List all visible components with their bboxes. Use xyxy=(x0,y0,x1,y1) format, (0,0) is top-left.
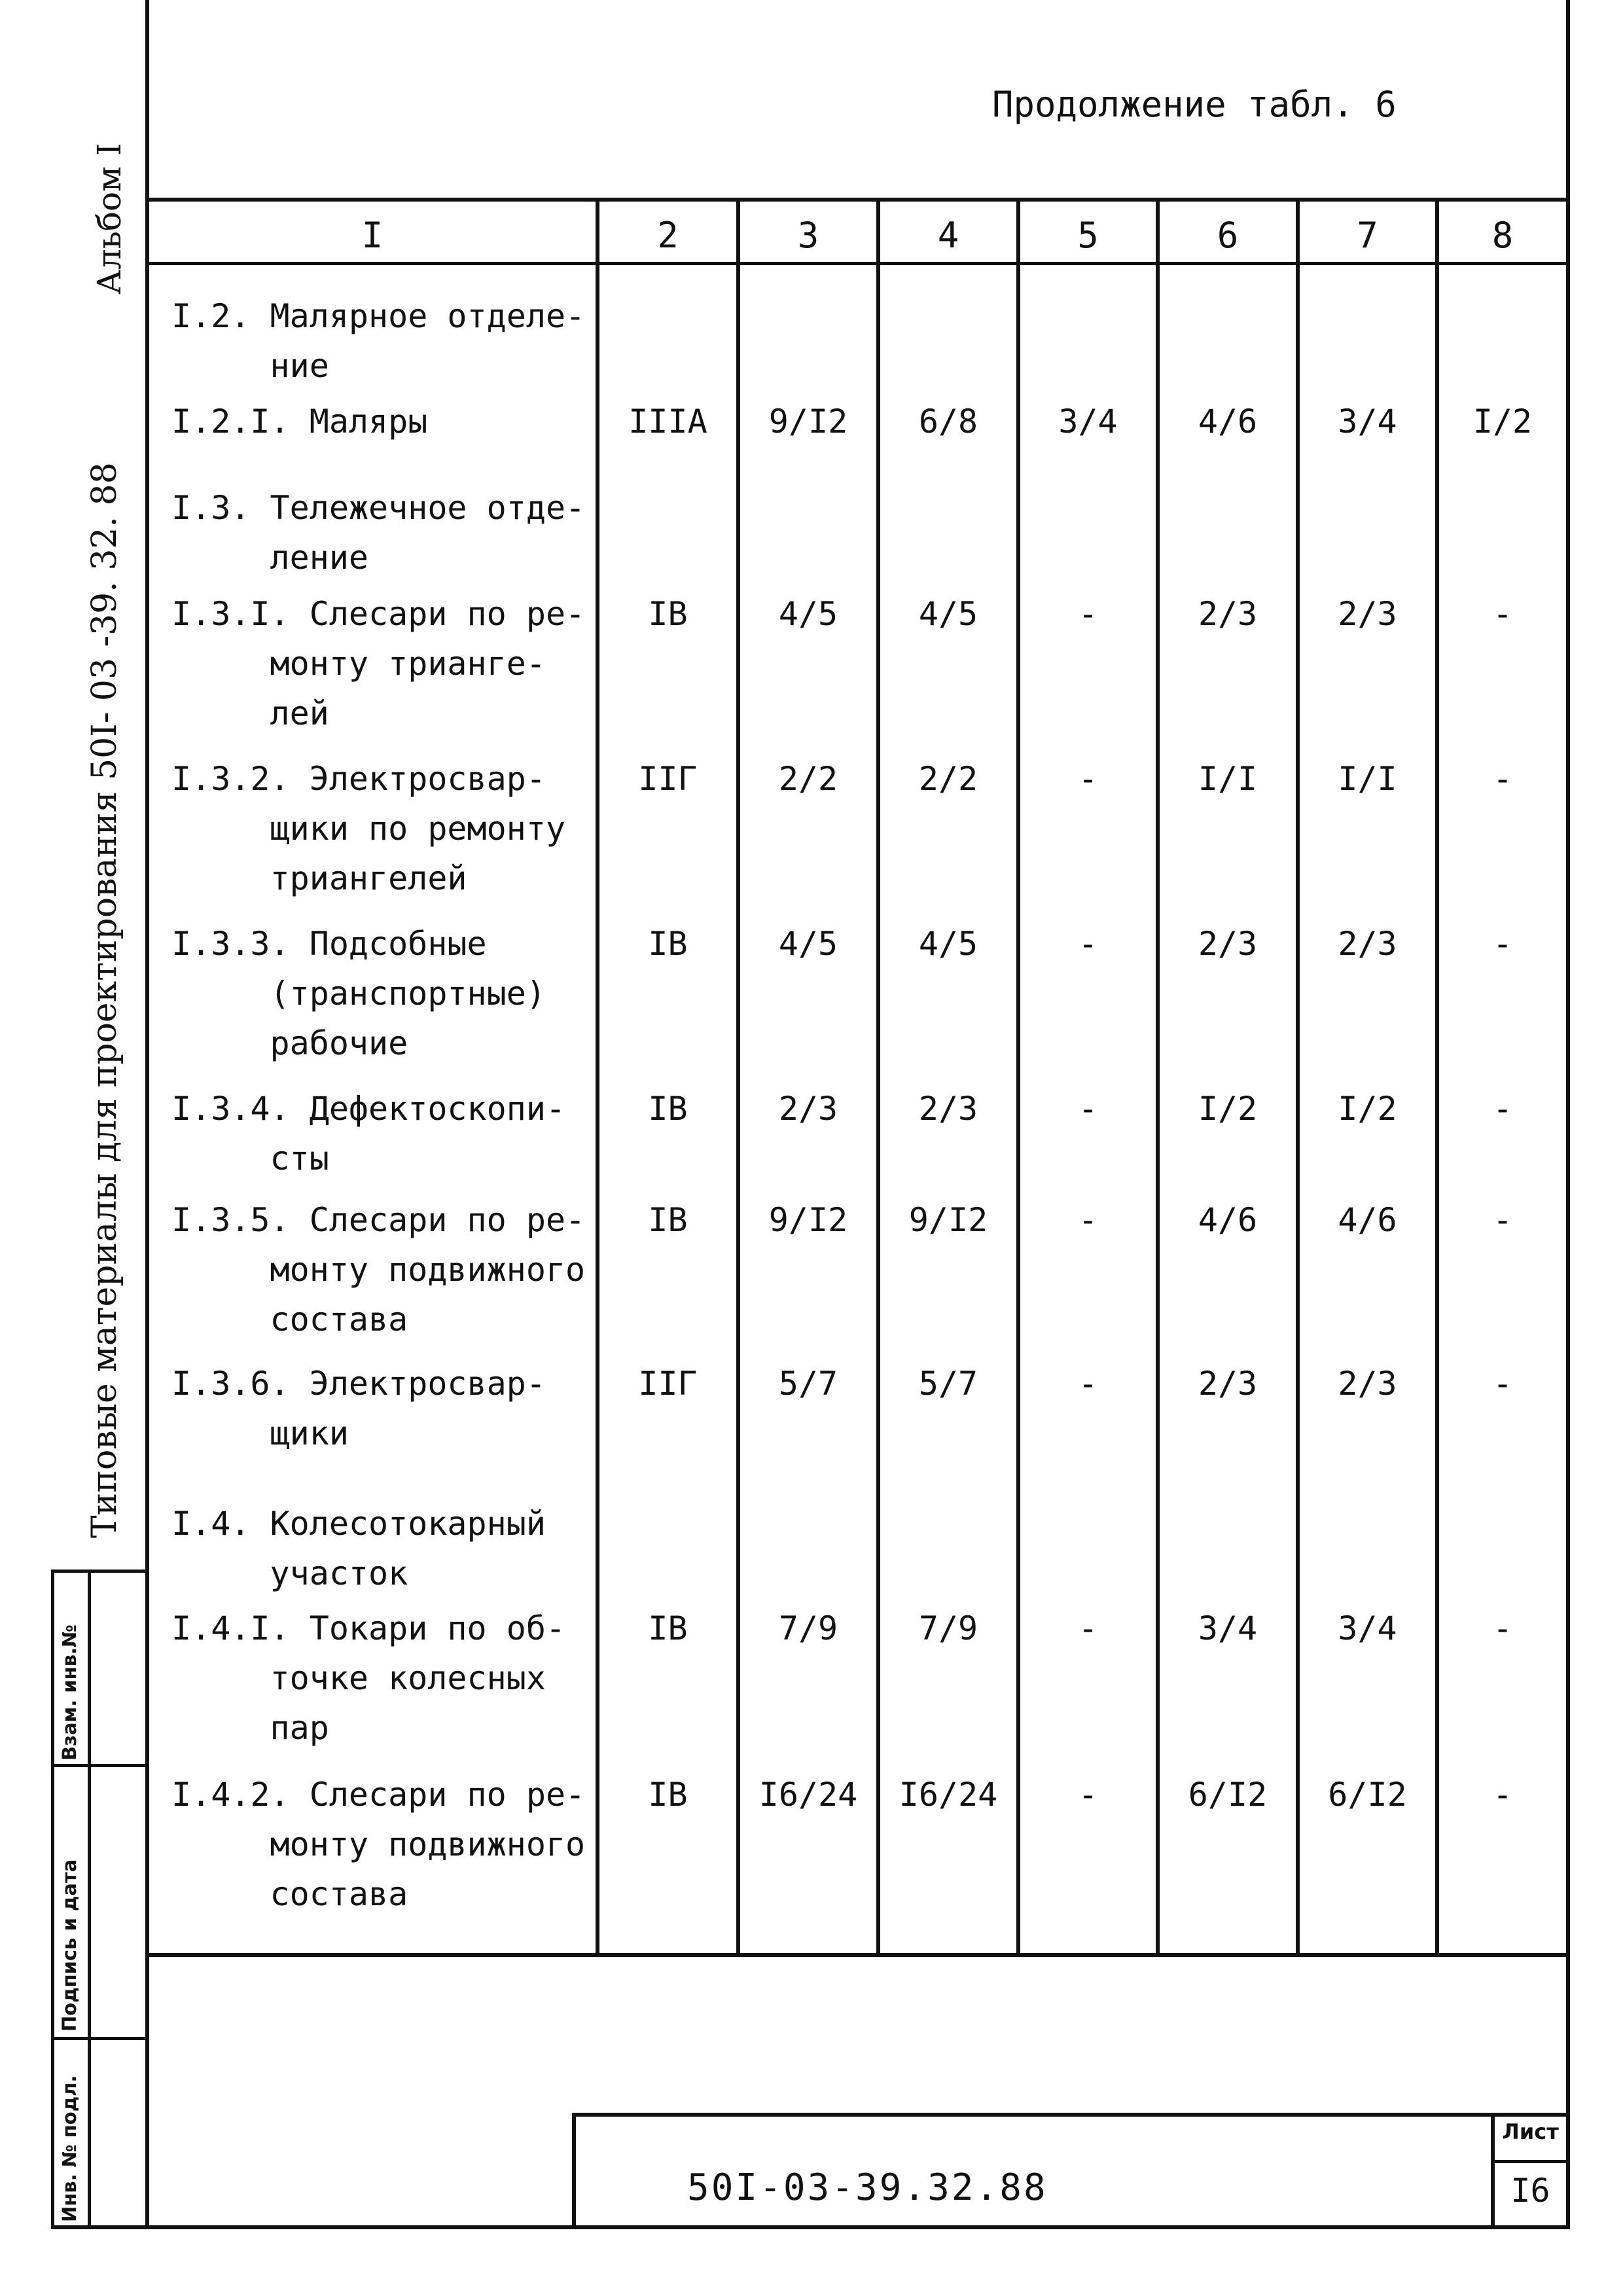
row-name-line: монту триангe- xyxy=(171,645,546,683)
cell-group: IIIA xyxy=(628,403,707,440)
frame-bottom xyxy=(51,2225,1570,2229)
sheet-label: Лист xyxy=(1502,2119,1559,2144)
row-name-line: I.3.I. Слесари по ре- xyxy=(171,595,586,633)
cell-norm-5: - xyxy=(1078,1365,1098,1403)
cell-norm-5: - xyxy=(1078,595,1098,633)
cell-norm-8: - xyxy=(1492,595,1513,633)
cell-norm-7: 3/4 xyxy=(1338,1609,1397,1647)
col-line xyxy=(1435,198,1439,1957)
row-name-line: щики по ремонту xyxy=(171,810,566,848)
stamp-original-inv: Инв. № подл. xyxy=(58,2075,80,2222)
col-line xyxy=(736,198,740,1957)
sheet-box-sep xyxy=(1491,2160,1570,2163)
cell-norm-8: - xyxy=(1492,925,1513,963)
col-line xyxy=(596,198,599,1957)
cell-norm-7: 6/I2 xyxy=(1328,1776,1407,1814)
cell-group: IIГ xyxy=(638,760,698,798)
col-header-3: 3 xyxy=(797,215,819,256)
cell-group: IIГ xyxy=(638,1365,698,1403)
cell-norm-4: I6/24 xyxy=(899,1776,998,1814)
row-name-line: I.2.I. Маляры xyxy=(171,403,428,440)
cell-norm-4: 2/3 xyxy=(918,1090,978,1128)
col-line xyxy=(1156,198,1160,1957)
cell-norm-8: - xyxy=(1492,1776,1513,1814)
col-header-5: 5 xyxy=(1077,215,1099,256)
table-bottom-line xyxy=(145,1953,1570,1957)
cell-norm-3: 7/9 xyxy=(778,1609,838,1647)
row-name-line: I.3.3. Подсобные xyxy=(171,925,487,963)
cell-norm-6: 2/3 xyxy=(1198,1365,1258,1403)
cell-norm-4: 4/5 xyxy=(918,595,978,633)
row-name-line: ние xyxy=(171,347,329,385)
cell-norm-3: 5/7 xyxy=(778,1365,838,1403)
stamp-sep xyxy=(51,2037,149,2040)
cell-norm-3: 9/I2 xyxy=(768,403,848,440)
cell-norm-7: I/I xyxy=(1338,760,1397,798)
row-name-line: I.3.5. Слесари по ре- xyxy=(171,1201,586,1239)
sheet-number: I6 xyxy=(1510,2172,1550,2210)
cell-norm-7: I/2 xyxy=(1338,1090,1397,1128)
row-name-line: рабочие xyxy=(171,1024,408,1062)
col-header-2: 2 xyxy=(657,215,679,256)
cell-norm-4: 6/8 xyxy=(918,403,978,440)
col-header-1: I xyxy=(361,215,383,256)
col-header-4: 4 xyxy=(937,215,959,256)
col-line xyxy=(876,198,880,1957)
cell-group: IB xyxy=(648,925,688,963)
row-name-line: монту подвижного xyxy=(171,1825,586,1863)
cell-norm-7: 2/3 xyxy=(1338,1365,1397,1403)
stamp-col-mid xyxy=(88,1570,91,2229)
cell-norm-5: - xyxy=(1078,1201,1098,1239)
cell-norm-6: 4/6 xyxy=(1198,403,1258,440)
cell-norm-5: - xyxy=(1078,925,1098,963)
cell-norm-3: I6/24 xyxy=(758,1776,858,1814)
col-header-7: 7 xyxy=(1357,215,1378,256)
row-name-line: (транспортные) xyxy=(171,975,546,1013)
header-bottom-line xyxy=(145,262,1570,265)
row-name-line: I.3. Тележечное отде- xyxy=(171,489,586,527)
row-name-line: триангелей xyxy=(171,859,467,897)
cell-norm-6: 3/4 xyxy=(1198,1609,1258,1647)
cell-group: IB xyxy=(648,1609,688,1647)
table-caption: Продолжение табл. 6 xyxy=(992,84,1397,125)
cell-norm-4: 4/5 xyxy=(918,925,978,963)
cell-norm-7: 3/4 xyxy=(1338,403,1397,440)
cell-norm-3: 2/3 xyxy=(778,1090,838,1128)
frame-left xyxy=(145,0,149,2229)
cell-norm-7: 2/3 xyxy=(1338,595,1397,633)
titleblock-left xyxy=(572,2113,576,2229)
cell-norm-7: 4/6 xyxy=(1338,1201,1397,1239)
row-name-line: I.4.I. Токари по об- xyxy=(171,1609,566,1647)
cell-norm-5: - xyxy=(1078,1609,1098,1647)
cell-norm-6: I/I xyxy=(1198,760,1258,798)
row-name-line: точке колесных xyxy=(171,1659,546,1697)
frame-right xyxy=(1566,0,1570,2229)
row-name-line: I.2. Малярное отделе- xyxy=(171,297,586,335)
cell-norm-6: 2/3 xyxy=(1198,925,1258,963)
row-name-line: состава xyxy=(171,1300,408,1338)
series-title: Типовые материалы для проектирования 50I- 03 -39. 32. 88 xyxy=(85,462,124,1538)
stamp-sep xyxy=(51,1764,149,1767)
cell-norm-5: - xyxy=(1078,1090,1098,1128)
table-top-line xyxy=(145,198,1570,202)
cell-norm-8: - xyxy=(1492,760,1513,798)
row-name-line: лей xyxy=(171,694,329,732)
cell-norm-8: - xyxy=(1492,1609,1513,1647)
titleblock-top xyxy=(572,2113,1570,2117)
row-name-line: щики xyxy=(171,1414,349,1452)
row-name-line: I.4. Колесотокарный xyxy=(171,1505,546,1543)
cell-norm-4: 2/2 xyxy=(918,760,978,798)
cell-norm-8: - xyxy=(1492,1365,1513,1403)
cell-norm-8: - xyxy=(1492,1201,1513,1239)
cell-norm-5: - xyxy=(1078,1776,1098,1814)
cell-norm-8: I/2 xyxy=(1472,403,1533,440)
col-line xyxy=(1296,198,1300,1957)
cell-group: IB xyxy=(648,1201,688,1239)
cell-norm-3: 4/5 xyxy=(778,595,838,633)
stamp-col-left xyxy=(51,1570,54,2229)
row-name-line: I.3.4. Дефектоскопи- xyxy=(171,1090,566,1128)
stamp-top xyxy=(51,1570,149,1573)
row-name-line: пар xyxy=(171,1709,329,1747)
cell-norm-5: 3/4 xyxy=(1058,403,1118,440)
cell-norm-6: 2/3 xyxy=(1198,595,1258,633)
row-name-line: I.3.6. Электросвар- xyxy=(171,1365,546,1403)
cell-group: IB xyxy=(648,1090,688,1128)
cell-norm-6: 4/6 xyxy=(1198,1201,1258,1239)
stamp-signature-date: Подпись и дата xyxy=(58,1859,80,2032)
row-name-line: состава xyxy=(171,1875,408,1913)
document-code: 50I-03-39.32.88 xyxy=(687,2166,1048,2209)
col-line xyxy=(1016,198,1020,1957)
cell-norm-3: 2/2 xyxy=(778,760,838,798)
row-name-line: участок xyxy=(171,1554,408,1592)
row-name-line: I.4.2. Слесари по ре- xyxy=(171,1776,586,1814)
cell-norm-4: 9/I2 xyxy=(908,1201,988,1239)
cell-norm-5: - xyxy=(1078,760,1098,798)
col-header-8: 8 xyxy=(1491,215,1514,256)
cell-norm-6: 6/I2 xyxy=(1188,1776,1268,1814)
album-label: Альбом I xyxy=(90,143,128,295)
cell-group: IB xyxy=(648,595,688,633)
stamp-replace-inv: Взам. инв.№ xyxy=(58,1624,80,1761)
cell-norm-7: 2/3 xyxy=(1338,925,1397,963)
cell-norm-4: 5/7 xyxy=(918,1365,978,1403)
row-name-line: ление xyxy=(171,539,369,577)
cell-group: IB xyxy=(648,1776,688,1814)
row-name-line: монту подвижного xyxy=(171,1251,586,1289)
cell-norm-4: 7/9 xyxy=(918,1609,978,1647)
cell-norm-6: I/2 xyxy=(1198,1090,1258,1128)
cell-norm-8: - xyxy=(1492,1090,1513,1128)
col-header-6: 6 xyxy=(1217,215,1239,256)
cell-norm-3: 4/5 xyxy=(778,925,838,963)
row-name-line: I.3.2. Электросвар- xyxy=(171,760,546,798)
cell-norm-3: 9/I2 xyxy=(768,1201,848,1239)
row-name-line: сты xyxy=(171,1139,329,1177)
